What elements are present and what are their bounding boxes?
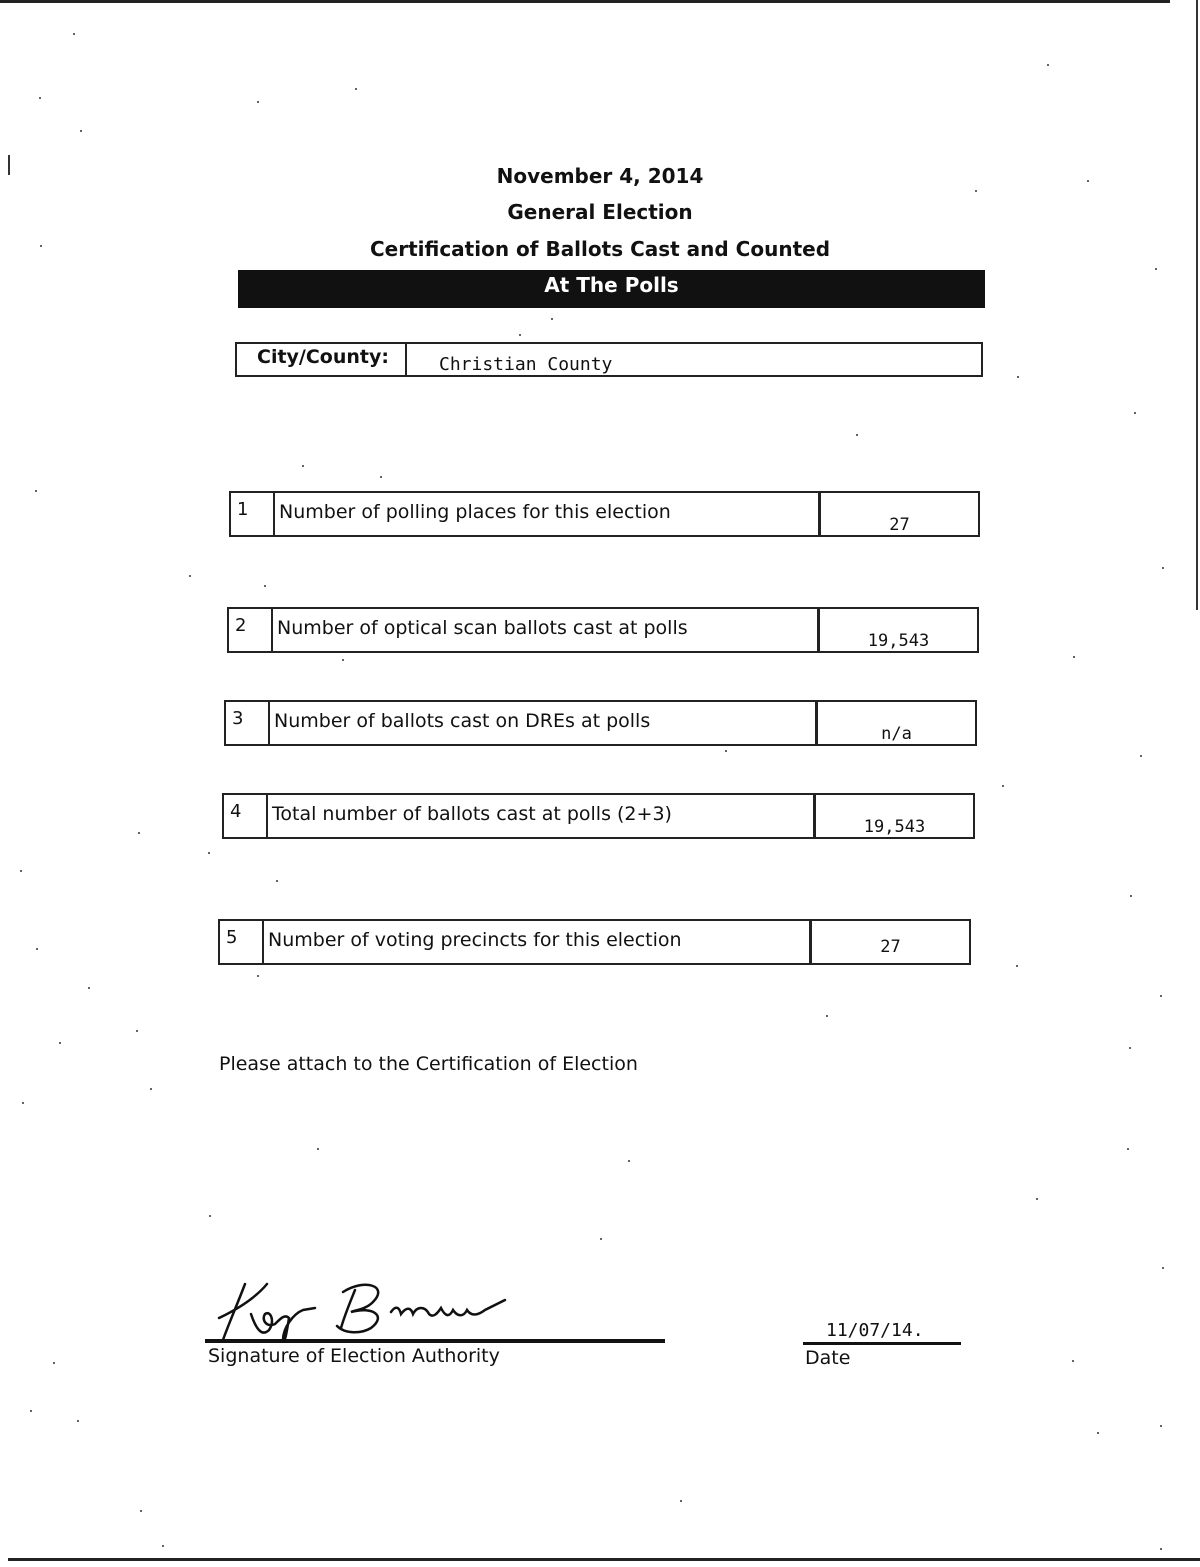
scan-speck [1087, 180, 1089, 182]
scan-speck [628, 1160, 630, 1162]
form-row-3 [224, 700, 977, 746]
scan-speck [826, 1015, 828, 1017]
scan-speck [22, 1102, 24, 1104]
scan-speck [1097, 1432, 1099, 1434]
scan-speck [519, 334, 521, 336]
page-border-top [0, 0, 1170, 3]
section-banner: At The Polls [238, 270, 985, 308]
scan-speck [209, 1215, 211, 1217]
page-edge-right [1196, 0, 1198, 610]
scan-speck [1162, 567, 1164, 569]
scan-speck [856, 434, 858, 436]
date-value: 11/07/14. [826, 1320, 924, 1341]
signature-label: Signature of Election Authority [208, 1345, 500, 1367]
county-value: Christian County [439, 354, 613, 375]
scan-speck [1134, 412, 1136, 414]
scan-speck [40, 245, 42, 247]
scan-speck [1002, 785, 1004, 787]
row-label: Number of ballots cast on DREs at polls [274, 710, 651, 732]
scan-speck [53, 1362, 55, 1364]
row-number: 4 [224, 795, 268, 837]
row-value: 27 [818, 493, 978, 535]
date-line [803, 1342, 961, 1345]
date-label: Date [805, 1347, 851, 1369]
scan-speck [140, 1510, 142, 1512]
attachment-note: Please attach to the Certification of Election [219, 1053, 638, 1075]
row-value: 19,543 [817, 609, 977, 651]
scan-speck [355, 88, 357, 90]
row-label: Number of optical scan ballots cast at polls [277, 617, 688, 639]
row-value: n/a [815, 702, 975, 744]
scan-speck [1155, 268, 1157, 270]
scan-speck [264, 585, 266, 587]
scan-speck [1160, 995, 1162, 997]
scan-speck [1036, 1198, 1038, 1200]
scan-speck [39, 97, 41, 99]
row-number: 1 [231, 493, 275, 535]
scan-speck [20, 870, 22, 872]
scan-speck [276, 880, 278, 882]
row-value: 27 [809, 921, 969, 963]
row-value: 19,543 [813, 795, 973, 837]
scan-speck [1016, 965, 1018, 967]
form-row-1 [229, 491, 980, 537]
scan-speck [975, 190, 977, 192]
scan-speck [73, 33, 75, 35]
scan-speck [1140, 755, 1142, 757]
scan-speck [1130, 895, 1132, 897]
form-row-4 [222, 793, 975, 839]
handwritten-signature [205, 1270, 665, 1346]
row-label: Number of voting precincts for this election [268, 929, 682, 951]
scan-speck [1129, 1047, 1131, 1049]
scan-speck [138, 832, 140, 834]
scan-speck [150, 1088, 152, 1090]
page-border-bottom [8, 1558, 1200, 1561]
scan-speck [342, 659, 344, 661]
scan-speck [30, 1410, 32, 1412]
scan-speck [1160, 1425, 1162, 1427]
row-label: Number of polling places for this election [279, 501, 671, 523]
scan-speck [36, 948, 38, 950]
scan-speck [380, 476, 382, 478]
county-label: City/County: [237, 344, 407, 375]
county-field [235, 342, 983, 377]
row-number: 5 [220, 921, 264, 963]
scan-speck [725, 750, 727, 752]
scan-speck [1073, 656, 1075, 658]
election-date: November 4, 2014 [496, 164, 704, 188]
row-number: 3 [226, 702, 270, 744]
scan-speck [302, 465, 304, 467]
scan-speck [600, 1238, 602, 1240]
row-label: Total number of ballots cast at polls (2+3) [272, 803, 672, 825]
scan-speck [136, 1030, 138, 1032]
scan-speck [317, 1148, 319, 1150]
scan-speck [80, 130, 82, 132]
scan-speck [1162, 1267, 1164, 1269]
scan-speck [208, 852, 210, 854]
scan-speck [1072, 1360, 1074, 1362]
form-row-5 [218, 919, 971, 965]
scan-speck [1047, 64, 1049, 66]
scan-speck [88, 987, 90, 989]
scan-speck [77, 1420, 79, 1422]
scan-speck [1017, 376, 1019, 378]
election-name: General Election [507, 200, 693, 224]
scan-speck [1127, 1148, 1129, 1150]
scan-speck [680, 1500, 682, 1502]
signature-line [205, 1339, 665, 1343]
scan-speck [257, 101, 259, 103]
row-number: 2 [229, 609, 273, 651]
form-title: Certification of Ballots Cast and Counted [369, 237, 831, 261]
scan-speck [189, 575, 191, 577]
scan-speck [551, 318, 553, 320]
scan-speck [59, 1042, 61, 1044]
scan-speck [1160, 1548, 1162, 1550]
scan-speck [162, 1545, 164, 1547]
scan-speck [35, 490, 37, 492]
scan-speck [257, 975, 259, 977]
form-row-2 [227, 607, 979, 653]
